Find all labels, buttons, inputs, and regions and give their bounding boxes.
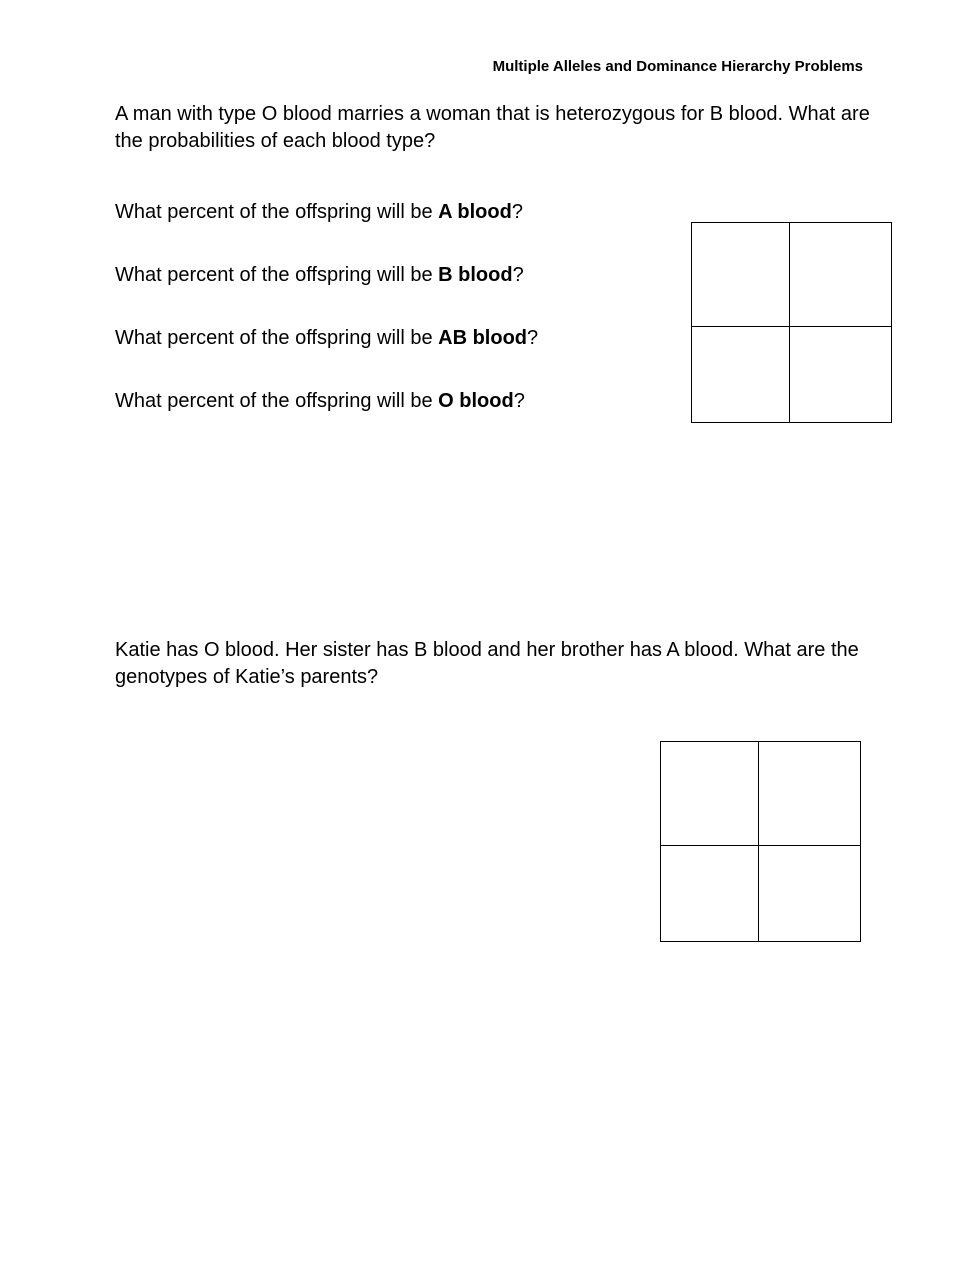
question-blood-type: AB blood <box>438 327 528 349</box>
question-suffix: ? <box>513 390 525 412</box>
question-prefix: What percent of the offspring will be <box>115 201 439 223</box>
punnett-cell-bottom-right[interactable] <box>790 327 890 421</box>
question-a-blood <box>115 199 523 226</box>
question-suffix: ? <box>511 201 523 223</box>
punnett-cell-bottom-left[interactable] <box>692 327 789 421</box>
question-blood-type: A blood <box>438 201 512 223</box>
punnett-square-2 <box>660 741 861 942</box>
question-b-blood <box>115 262 524 289</box>
question-prefix: What percent of the offspring will be <box>115 390 439 412</box>
problem-2-text: Katie has O blood. Her sister has B blood and her brother has A blood. What are the genotypes of Katie’s parents? <box>115 639 859 688</box>
question-prefix: What percent of the offspring will be <box>115 264 439 286</box>
question-blood-type: B blood <box>438 264 513 286</box>
punnett-cell-top-right[interactable] <box>759 742 859 845</box>
page-header-title: Multiple Alleles and Dominance Hierarchy Problems <box>492 58 863 75</box>
question-suffix: ? <box>527 327 539 349</box>
question-ab-blood <box>115 325 538 352</box>
punnett-cell-top-left[interactable] <box>661 742 758 845</box>
question-prefix: What percent of the offspring will be <box>115 327 439 349</box>
question-o-blood <box>115 388 525 415</box>
question-suffix: ? <box>512 264 524 286</box>
problem-1-text: A man with type O blood marries a woman that is heterozygous for B blood. What are the probabilities of each blood type? <box>115 103 870 152</box>
question-blood-type: O blood <box>438 390 514 412</box>
punnett-cell-top-right[interactable] <box>790 223 890 326</box>
punnett-cell-bottom-left[interactable] <box>661 846 758 940</box>
punnett-cell-bottom-right[interactable] <box>759 846 859 940</box>
punnett-square-1 <box>691 222 892 423</box>
punnett-cell-top-left[interactable] <box>692 223 789 326</box>
